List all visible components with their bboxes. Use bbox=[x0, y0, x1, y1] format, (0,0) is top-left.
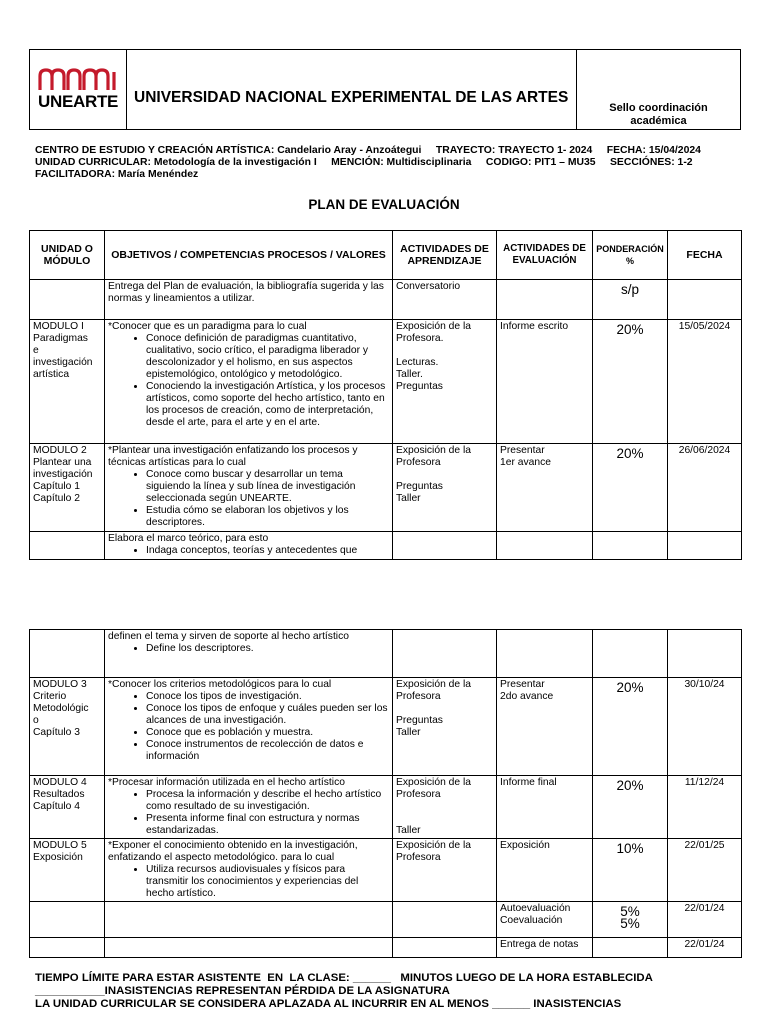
objetivo-item: • Conoce los tipos de investigación. bbox=[146, 691, 389, 703]
objetivo-list bbox=[108, 333, 389, 429]
objetivo-intro: *Plantear una investigación enfatizando los procesos y técnicas artísticas para lo cual bbox=[108, 445, 358, 468]
objetivo-item: • Conoce definición de paradigmas cuantitativo, cualitativo, socio crítico, el paradigma liberador y descolonizador y el holismo, en sus aspectos epistemológico, ontológico y metodológico. bbox=[146, 333, 389, 381]
objetivo-list bbox=[108, 469, 389, 529]
objetivos-cell bbox=[105, 938, 393, 958]
objetivos-cell bbox=[105, 630, 393, 678]
col-ponderacion: PONDERACIÓN % bbox=[593, 231, 668, 280]
table-row bbox=[30, 280, 742, 320]
ponderacion-cell: 5% 5% bbox=[593, 902, 668, 938]
objetivo-item: • Conoce los tipos de enfoque y cuáles pueden ser los alcances de una investigación. bbox=[146, 703, 389, 727]
objetivo-intro: Elabora el marco teórico, para esto bbox=[108, 533, 269, 544]
fecha-cell: 22/01/25 bbox=[668, 839, 742, 902]
col-evaluacion: ACTIVIDADES DE EVALUACIÓN bbox=[497, 231, 593, 280]
ponderacion-cell: 10% bbox=[593, 839, 668, 902]
aprendizaje-cell: Conversatorio bbox=[393, 280, 497, 320]
evaluacion-cell bbox=[497, 630, 593, 678]
fecha-cell: 22/01/24 bbox=[668, 938, 742, 958]
objetivos-cell bbox=[105, 902, 393, 938]
objetivo-intro: *Procesar información utilizada en el hecho artístico bbox=[108, 777, 345, 788]
logo-text: UNEARTE bbox=[38, 92, 119, 111]
unidad-cell: MODULO 4 Resultados Capítulo 4 bbox=[30, 776, 105, 839]
fecha-cell bbox=[668, 532, 742, 560]
unidad-cell bbox=[30, 938, 105, 958]
evaluacion-cell: Presentar 1er avance bbox=[497, 444, 593, 532]
ponderacion-cell bbox=[593, 630, 668, 678]
objetivo-intro: definen el tema y sirven de soporte al hecho artístico bbox=[108, 631, 349, 642]
table-row bbox=[30, 776, 742, 839]
table-row bbox=[30, 938, 742, 958]
evaluation-table-page1 bbox=[29, 230, 742, 560]
table-row bbox=[30, 839, 742, 902]
aprendizaje-cell: Exposición de la Profesora Preguntas Taller bbox=[393, 678, 497, 776]
fecha-cell: 22/01/24 bbox=[668, 902, 742, 938]
evaluacion-cell: Presentar 2do avance bbox=[497, 678, 593, 776]
evaluation-table-page2 bbox=[29, 629, 742, 958]
fecha-cell bbox=[668, 280, 742, 320]
evaluacion-cell: Entrega de notas bbox=[497, 938, 593, 958]
aprendizaje-cell bbox=[393, 902, 497, 938]
objetivos-cell bbox=[105, 678, 393, 776]
objetivo-list bbox=[108, 545, 389, 557]
evaluacion-cell: Exposición bbox=[497, 839, 593, 902]
unidad-cell: MODULO 5 Exposición bbox=[30, 839, 105, 902]
objetivo-list bbox=[108, 789, 389, 837]
objetivo-intro: *Conocer que es un paradigma para lo cual bbox=[108, 321, 307, 332]
objetivo-list bbox=[108, 864, 389, 900]
info-line-facilitadora: FACILITADORA: María Menéndez bbox=[35, 169, 199, 180]
footer-line-inasistencias: ___________INASISTENCIAS REPRESENTAN PÉRDIDA DE LA ASIGNATURA bbox=[35, 985, 450, 997]
objetivo-intro: *Conocer los criterios metodológicos para lo cual bbox=[108, 679, 332, 690]
university-title: UNIVERSIDAD NACIONAL EXPERIMENTAL DE LAS ARTES bbox=[134, 89, 569, 106]
objetivos-cell bbox=[105, 532, 393, 560]
aprendizaje-cell: Exposición de la Profesora bbox=[393, 839, 497, 902]
unearte-logo-icon bbox=[38, 68, 118, 92]
ponderacion-cell: 20% bbox=[593, 444, 668, 532]
fecha-cell: 11/12/24 bbox=[668, 776, 742, 839]
table-body bbox=[30, 280, 742, 560]
header-box bbox=[29, 49, 741, 130]
aprendizaje-cell bbox=[393, 938, 497, 958]
unidad-cell bbox=[30, 902, 105, 938]
objetivo-item: • Utiliza recursos audiovisuales y físicos para transmitir los conocimientos y experiencias del hecho artístico. bbox=[146, 864, 389, 900]
aprendizaje-cell bbox=[393, 630, 497, 678]
table-row bbox=[30, 902, 742, 938]
seal-label: Sello coordinación académica bbox=[609, 102, 708, 127]
unidad-cell bbox=[30, 532, 105, 560]
ponderacion-cell bbox=[593, 532, 668, 560]
unidad-cell: MODULO 2 Plantear una investigación Capítulo 1 Capítulo 2 bbox=[30, 444, 105, 532]
objetivo-list bbox=[108, 643, 389, 655]
objetivo-item: • Conoce como buscar y desarrollar un tema siguiendo la línea y sub línea de investigación seleccionada según UNEARTE. bbox=[146, 469, 389, 505]
col-unidad: UNIDAD O MÓDULO bbox=[30, 231, 105, 280]
fecha-cell: 30/10/24 bbox=[668, 678, 742, 776]
table-row bbox=[30, 320, 742, 444]
evaluacion-cell bbox=[497, 280, 593, 320]
footer-line-tiempo: TIEMPO LÍMITE PARA ESTAR ASISTENTE EN LA CLASE: ______ MINUTOS LUEGO DE LA HORA ESTABLECIDA bbox=[35, 972, 653, 984]
objetivos-cell bbox=[105, 320, 393, 444]
objetivo-item: • Estudia cómo se elaboran los objetivos y los descriptores. bbox=[146, 505, 389, 529]
table-row bbox=[30, 630, 742, 678]
col-objetivos: OBJETIVOS / COMPETENCIAS PROCESOS / VALORES bbox=[105, 231, 393, 280]
objetivo-intro: *Exponer el conocimiento obtenido en la investigación, enfatizando el aspecto metodológico. para lo cual bbox=[108, 840, 358, 863]
objetivo-item: • Conoce instrumentos de recolección de datos e información bbox=[146, 739, 389, 763]
ponderacion-cell: 20% bbox=[593, 776, 668, 839]
seal-cell bbox=[577, 50, 740, 129]
objetivos-cell bbox=[105, 280, 393, 320]
evaluacion-cell bbox=[497, 532, 593, 560]
objetivos-cell bbox=[105, 839, 393, 902]
aprendizaje-cell bbox=[393, 532, 497, 560]
evaluacion-cell: Autoevaluación Coevaluación bbox=[497, 902, 593, 938]
info-line-centro: CENTRO DE ESTUDIO Y CREACIÓN ARTÍSTICA: Candelario Aray - Anzoátegui TRAYECTO: TRAYECTO 1- 2024 FECHA: 15/04/2024 bbox=[35, 145, 701, 156]
info-line-unidad: UNIDAD CURRICULAR: Metodología de la investigación I MENCIÓN: Multidisciplinaria CODIGO: PIT1 – MU35 SECCIÓNES: 1-2 bbox=[35, 157, 693, 168]
footer-line-aplazada: LA UNIDAD CURRICULAR SE CONSIDERA APLAZADA AL INCURRIR EN AL MENOS ______ INASISTENCIAS bbox=[35, 998, 622, 1010]
evaluacion-cell: Informe escrito bbox=[497, 320, 593, 444]
unidad-cell: MODULO I Paradigmas e investigación artística bbox=[30, 320, 105, 444]
unidad-cell bbox=[30, 630, 105, 678]
objetivo-item: • Conociendo la investigación Artística, y los procesos artísticos, como soporte del hecho artístico, tanto en los procesos de creación, como de interpretación, desde el arte, para el arte y en el arte. bbox=[146, 381, 389, 429]
unidad-cell: MODULO 3 Criterio Metodológic o Capítulo 3 bbox=[30, 678, 105, 776]
logo-cell bbox=[30, 50, 127, 129]
table-row bbox=[30, 532, 742, 560]
objetivo-item: • Procesa la información y describe el hecho artístico como resultado de su investigación. bbox=[146, 789, 389, 813]
table-body bbox=[30, 630, 742, 958]
fecha-cell: 26/06/2024 bbox=[668, 444, 742, 532]
objetivo-list bbox=[108, 691, 389, 763]
plan-title: PLAN DE EVALUACIÓN bbox=[308, 197, 460, 212]
table-row bbox=[30, 678, 742, 776]
unidad-cell bbox=[30, 280, 105, 320]
ponderacion-cell: 20% bbox=[593, 678, 668, 776]
col-fecha: FECHA bbox=[668, 231, 742, 280]
ponderacion-cell: 20% bbox=[593, 320, 668, 444]
aprendizaje-cell: Exposición de la Profesora Taller bbox=[393, 776, 497, 839]
objetivos-cell bbox=[105, 776, 393, 839]
fecha-cell bbox=[668, 630, 742, 678]
objetivos-cell bbox=[105, 444, 393, 532]
ponderacion-cell bbox=[593, 938, 668, 958]
objetivo-item: • Presenta informe final con estructura y normas estandarizadas. bbox=[146, 813, 389, 837]
aprendizaje-cell: Exposición de la Profesora. Lecturas. Taller. Preguntas bbox=[393, 320, 497, 444]
objetivo-item: • Indaga conceptos, teorías y antecedentes que bbox=[146, 545, 389, 557]
col-aprendizaje: ACTIVIDADES DE APRENDIZAJE bbox=[393, 231, 497, 280]
aprendizaje-cell: Exposición de la Profesora Preguntas Taller bbox=[393, 444, 497, 532]
fecha-cell: 15/05/2024 bbox=[668, 320, 742, 444]
evaluacion-cell: Informe final bbox=[497, 776, 593, 839]
ponderacion-cell: s/p bbox=[593, 280, 668, 320]
objetivo-intro: Entrega del Plan de evaluación, la bibliografía sugerida y las normas y lineamientos a utilizar. bbox=[108, 281, 384, 304]
table-row bbox=[30, 444, 742, 532]
objetivo-item: • Conoce que es población y muestra. bbox=[146, 727, 389, 739]
objetivo-item: • Define los descriptores. bbox=[146, 643, 389, 655]
title-cell bbox=[126, 50, 577, 129]
